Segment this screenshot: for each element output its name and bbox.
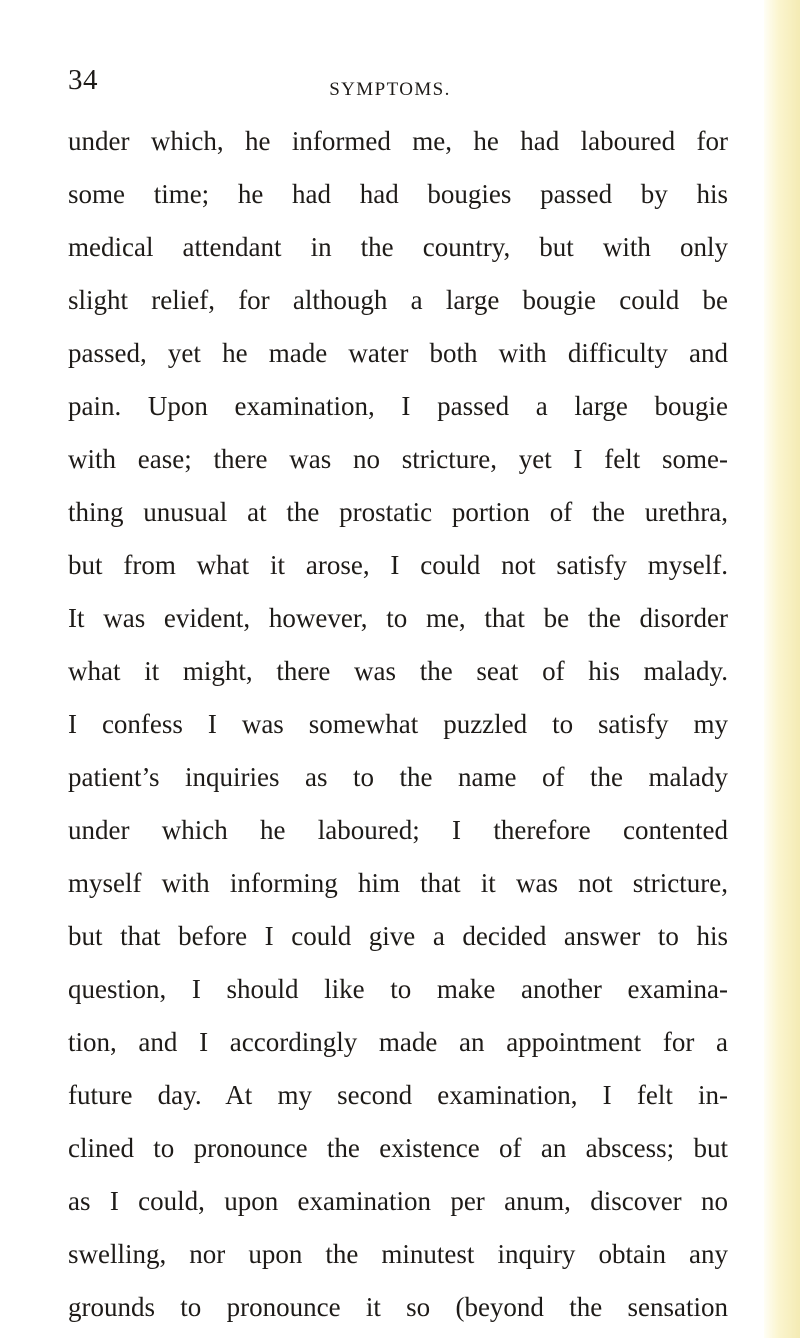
- text-line: pain. Upon examination, I passed a large bougie: [68, 391, 728, 421]
- text-line: as I could, upon examination per anum, discover no: [68, 1186, 728, 1216]
- text-line: grounds to pronounce it so (beyond the sensation: [68, 1292, 728, 1322]
- text-line: under which he laboured; I therefore contented: [68, 815, 728, 845]
- text-line: I confess I was somewhat puzzled to satisfy my: [68, 709, 728, 739]
- text-line: myself with informing him that it was not stricture,: [68, 868, 728, 898]
- text-line: medical attendant in the country, but with only: [68, 232, 728, 262]
- text-line: but that before I could give a decided answer to his: [68, 921, 728, 951]
- text-line: It was evident, however, to me, that be the disorder: [68, 603, 728, 633]
- text-line: under which, he informed me, he had laboured for: [68, 126, 728, 156]
- text-line: some time; he had had bougies passed by his: [68, 179, 728, 209]
- text-line: swelling, nor upon the minutest inquiry obtain any: [68, 1239, 728, 1269]
- text-line: clined to pronounce the existence of an abscess; but: [68, 1133, 728, 1163]
- body-text: [68, 124, 728, 1338]
- text-line: but from what it arose, I could not satisfy myself.: [68, 550, 728, 580]
- text-line: tion, and I accordingly made an appointment for a: [68, 1027, 728, 1057]
- text-line: thing unusual at the prostatic portion of the urethra,: [68, 497, 728, 527]
- page-number: 34: [68, 64, 98, 96]
- text-line: future day. At my second examination, I felt in-: [68, 1080, 728, 1110]
- text-line: patient’s inquiries as to the name of the malady: [68, 762, 728, 792]
- text-line: with ease; there was no stricture, yet I felt some-: [68, 444, 728, 474]
- text-line: slight relief, for although a large bougie could be: [68, 285, 728, 315]
- page-edge: [764, 0, 800, 1338]
- running-title: SYMPTOMS.: [329, 79, 451, 100]
- text-line: what it might, there was the seat of his malady.: [68, 656, 728, 686]
- text-line: passed, yet he made water both with difficulty and: [68, 338, 728, 368]
- text-line: question, I should like to make another examina-: [68, 974, 728, 1004]
